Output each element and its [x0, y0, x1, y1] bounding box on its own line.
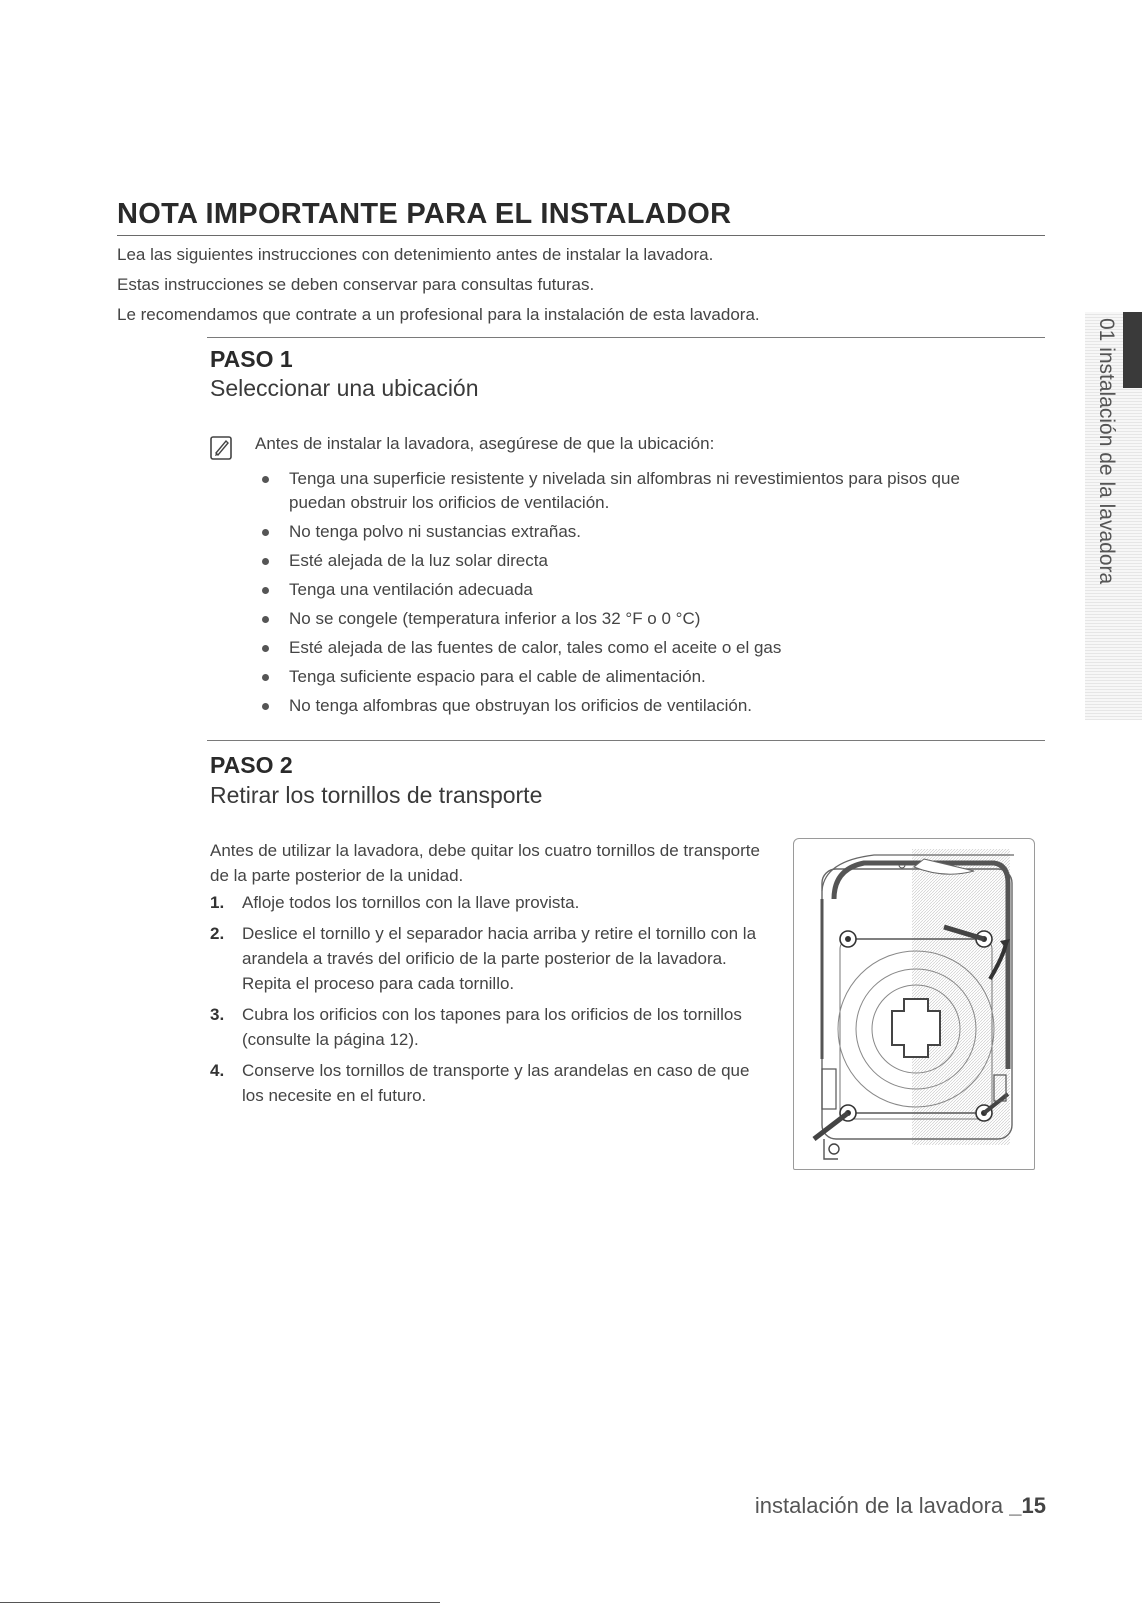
list-item: No tenga polvo ni sustancias extrañas. — [257, 520, 1017, 544]
list-item: Esté alejada de las fuentes de calor, tales como el aceite o el gas — [257, 636, 1017, 660]
footer-section-name: instalación de la lavadora — [754, 1493, 1004, 1518]
chapter-tab-marker — [1123, 312, 1142, 388]
note-icon — [210, 436, 232, 460]
step-text: Conserve los tornillos de transporte y las arandelas en caso de que los necesite en el futuro. — [242, 1061, 750, 1105]
step1-title: Seleccionar una ubicación — [210, 375, 479, 401]
step2-title: Retirar los tornillos de transporte — [210, 782, 543, 808]
list-item: Tenga una ventilación adecuada — [257, 578, 1017, 602]
list-item: Tenga una superficie resistente y nivelada sin alfombras ni revestimientos para pisos que puedan obstruir los orificios de ventilación. — [257, 467, 1017, 515]
chapter-tab-label: 01 instalación de la lavadora — [1095, 318, 1118, 585]
step-number: 2. — [210, 924, 225, 943]
list-item — [210, 921, 770, 996]
step1-note: Antes de instalar la lavadora, asegúrese de que la ubicación: — [255, 434, 715, 453]
step1-label: PASO 1 — [210, 346, 293, 372]
step2-label: PASO 2 — [210, 752, 293, 778]
intro-line: Le recomendamos que contrate a un profesional para la instalación de esta lavadora. — [117, 305, 760, 324]
section-divider — [207, 740, 1045, 741]
list-item: No se congele (temperatura inferior a los 32 °F o 0 °C) — [257, 607, 1017, 631]
list-item: Tenga suficiente espacio para el cable de alimentación. — [257, 665, 1017, 689]
step-number: 4. — [210, 1061, 225, 1080]
intro-line: Estas instrucciones se deben conservar para consultas futuras. — [117, 275, 595, 294]
washer-back-illustration — [793, 838, 1035, 1170]
list-item — [210, 1002, 770, 1052]
washer-back-drawing — [794, 839, 1034, 1169]
step-number: 1. — [210, 893, 225, 912]
bottom-rule — [0, 1602, 440, 1603]
intro-line: Lea las siguientes instrucciones con detenimiento antes de instalar la lavadora. — [117, 245, 714, 264]
step2-intro: Antes de utilizar la lavadora, debe quitar los cuatro tornillos de transporte de la parte posterior de la unidad. — [210, 841, 760, 885]
step-text: Cubra los orificios con los tapones para los orificios de los tornillos (consulte la página 12). — [242, 1005, 742, 1049]
location-requirements-list — [257, 467, 1017, 723]
list-item: No tenga alfombras que obstruyan los orificios de ventilación. — [257, 694, 1017, 718]
page-title: NOTA IMPORTANTE PARA EL INSTALADOR — [117, 198, 1045, 236]
list-item: Esté alejada de la luz solar directa — [257, 549, 1017, 573]
page-number: _15 — [1009, 1493, 1046, 1518]
page-footer — [755, 1493, 1046, 1519]
list-item — [210, 1058, 770, 1108]
step-text: Deslice el tornillo y el separador hacia arriba y retire el tornillo con la arandela a través del orificio de la parte posterior de la lavadora. Repita el proceso para cada tornillo. — [242, 924, 757, 993]
list-item — [210, 890, 770, 915]
removal-steps-list — [210, 890, 770, 1114]
step-text: Afloje todos los tornillos con la llave provista. — [242, 893, 580, 912]
section-divider — [207, 337, 1045, 338]
intro-paragraphs — [117, 244, 760, 334]
step-number: 3. — [210, 1005, 225, 1024]
